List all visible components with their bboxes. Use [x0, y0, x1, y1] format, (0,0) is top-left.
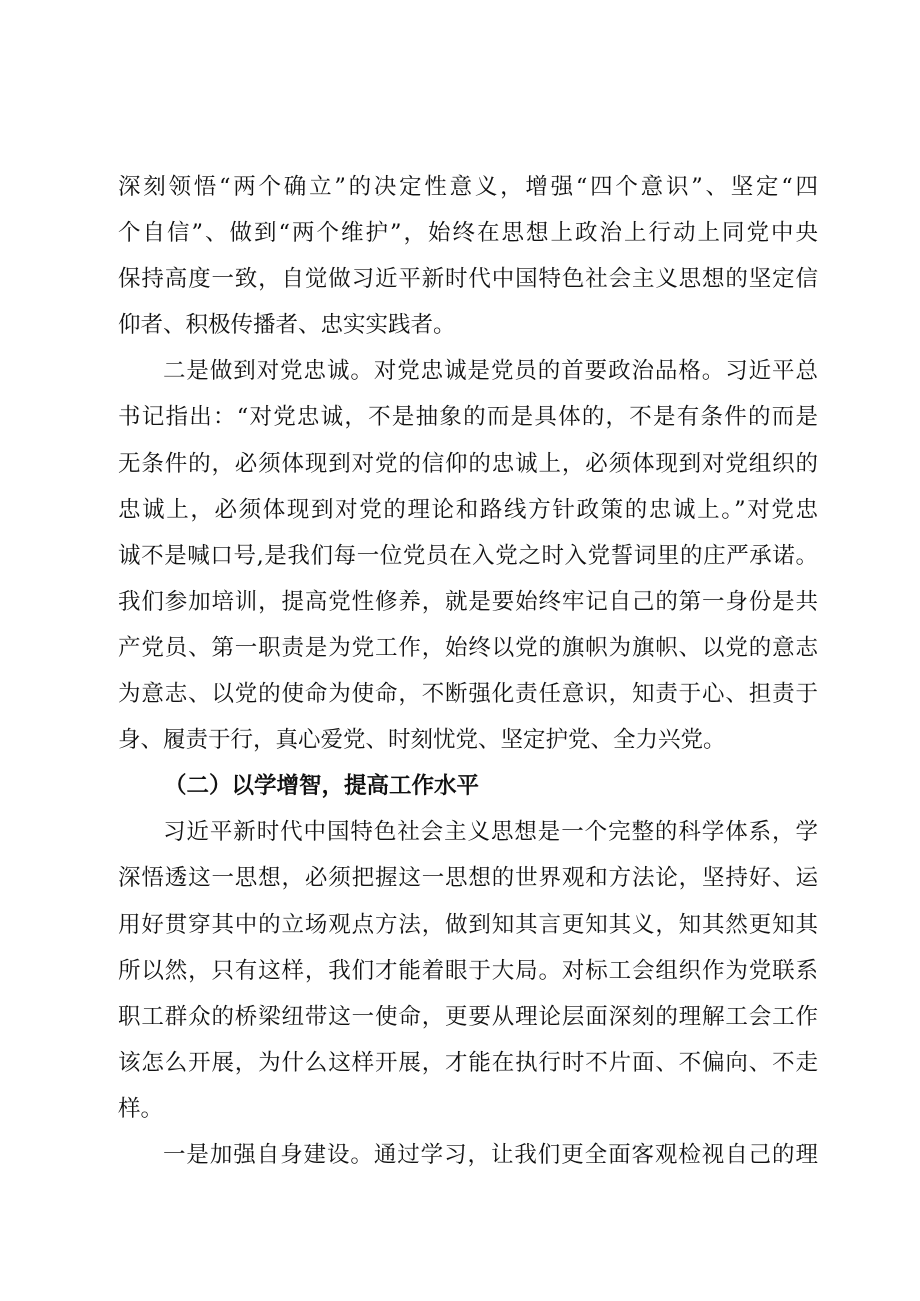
- paragraph-continued: [118, 164, 818, 348]
- text-line: 该怎么开展，为什么这样开展，才能在执行时不片面、不偏向、不走: [118, 1049, 818, 1076]
- text-line: 职工群众的桥梁纽带这一使命，更要从理论层面深刻的理解工会工作: [118, 1003, 818, 1030]
- text-line: 仰者、积极传播者、忠实实践者。: [118, 312, 456, 339]
- text-line: 深刻领悟“两个确立”的决定性意义，增强“四个意识”、坚定“四: [118, 174, 818, 200]
- text-line: 忠诚上，必须体现到对党的理论和路线方针政策的忠诚上。”对党忠: [118, 496, 818, 523]
- paragraph-party-loyalty: [118, 348, 818, 763]
- section-heading: （二）以学增智，提高工作水平: [164, 773, 480, 800]
- paragraph-study-thought: [118, 809, 818, 1132]
- text-line: 二是做到对党忠诚。对党忠诚是党员的首要政治品格。习近平总: [163, 358, 818, 385]
- text-line: 诚不是喊口号,是我们每一位党员在入党之时入党誓词里的庄严承诺。: [118, 542, 818, 569]
- text-line: 一是加强自身建设。通过学习，让我们更全面客观检视自己的理: [163, 1141, 818, 1168]
- text-line: 用好贯穿其中的立场观点方法，做到知其言更知其义，知其然更知其: [118, 911, 818, 938]
- text-line: 个自信”、做到“两个维护”，始终在思想上政治上行动上同党中央: [118, 220, 818, 247]
- text-line: 为意志、以党的使命为使命，不断强化责任意识，知责于心、担责于: [118, 681, 818, 708]
- paragraph-self-building: [118, 1132, 818, 1178]
- text-line: 身、履责于行，真心爱党、时刻忧党、坚定护党、全力兴党。: [118, 727, 726, 754]
- text-line: 保持高度一致，自觉做习近平新时代中国特色社会主义思想的坚定信: [118, 266, 818, 293]
- text-line: 我们参加培训，提高党性修养，就是要始终牢记自己的第一身份是共: [118, 588, 818, 615]
- text-line: 无条件的，必须体现到对党的信仰的忠诚上，必须体现到对党组织的: [118, 450, 818, 477]
- text-line: 书记指出：“对党忠诚，不是抽象的而是具体的，不是有条件的而是: [118, 404, 818, 431]
- text-line: 样。: [118, 1095, 164, 1122]
- text-line: 所以然，只有这样，我们才能着眼于大局。对标工会组织作为党联系: [118, 957, 818, 984]
- text-line: 深悟透这一思想，必须把握这一思想的世界观和方法论，坚持好、运: [118, 865, 818, 892]
- document-body: [118, 164, 818, 1178]
- text-line: 产党员、第一职责是为党工作，始终以党的旗帜为旗帜、以党的意志: [118, 634, 818, 661]
- text-line: 习近平新时代中国特色社会主义思想是一个完整的科学体系，学: [163, 819, 818, 846]
